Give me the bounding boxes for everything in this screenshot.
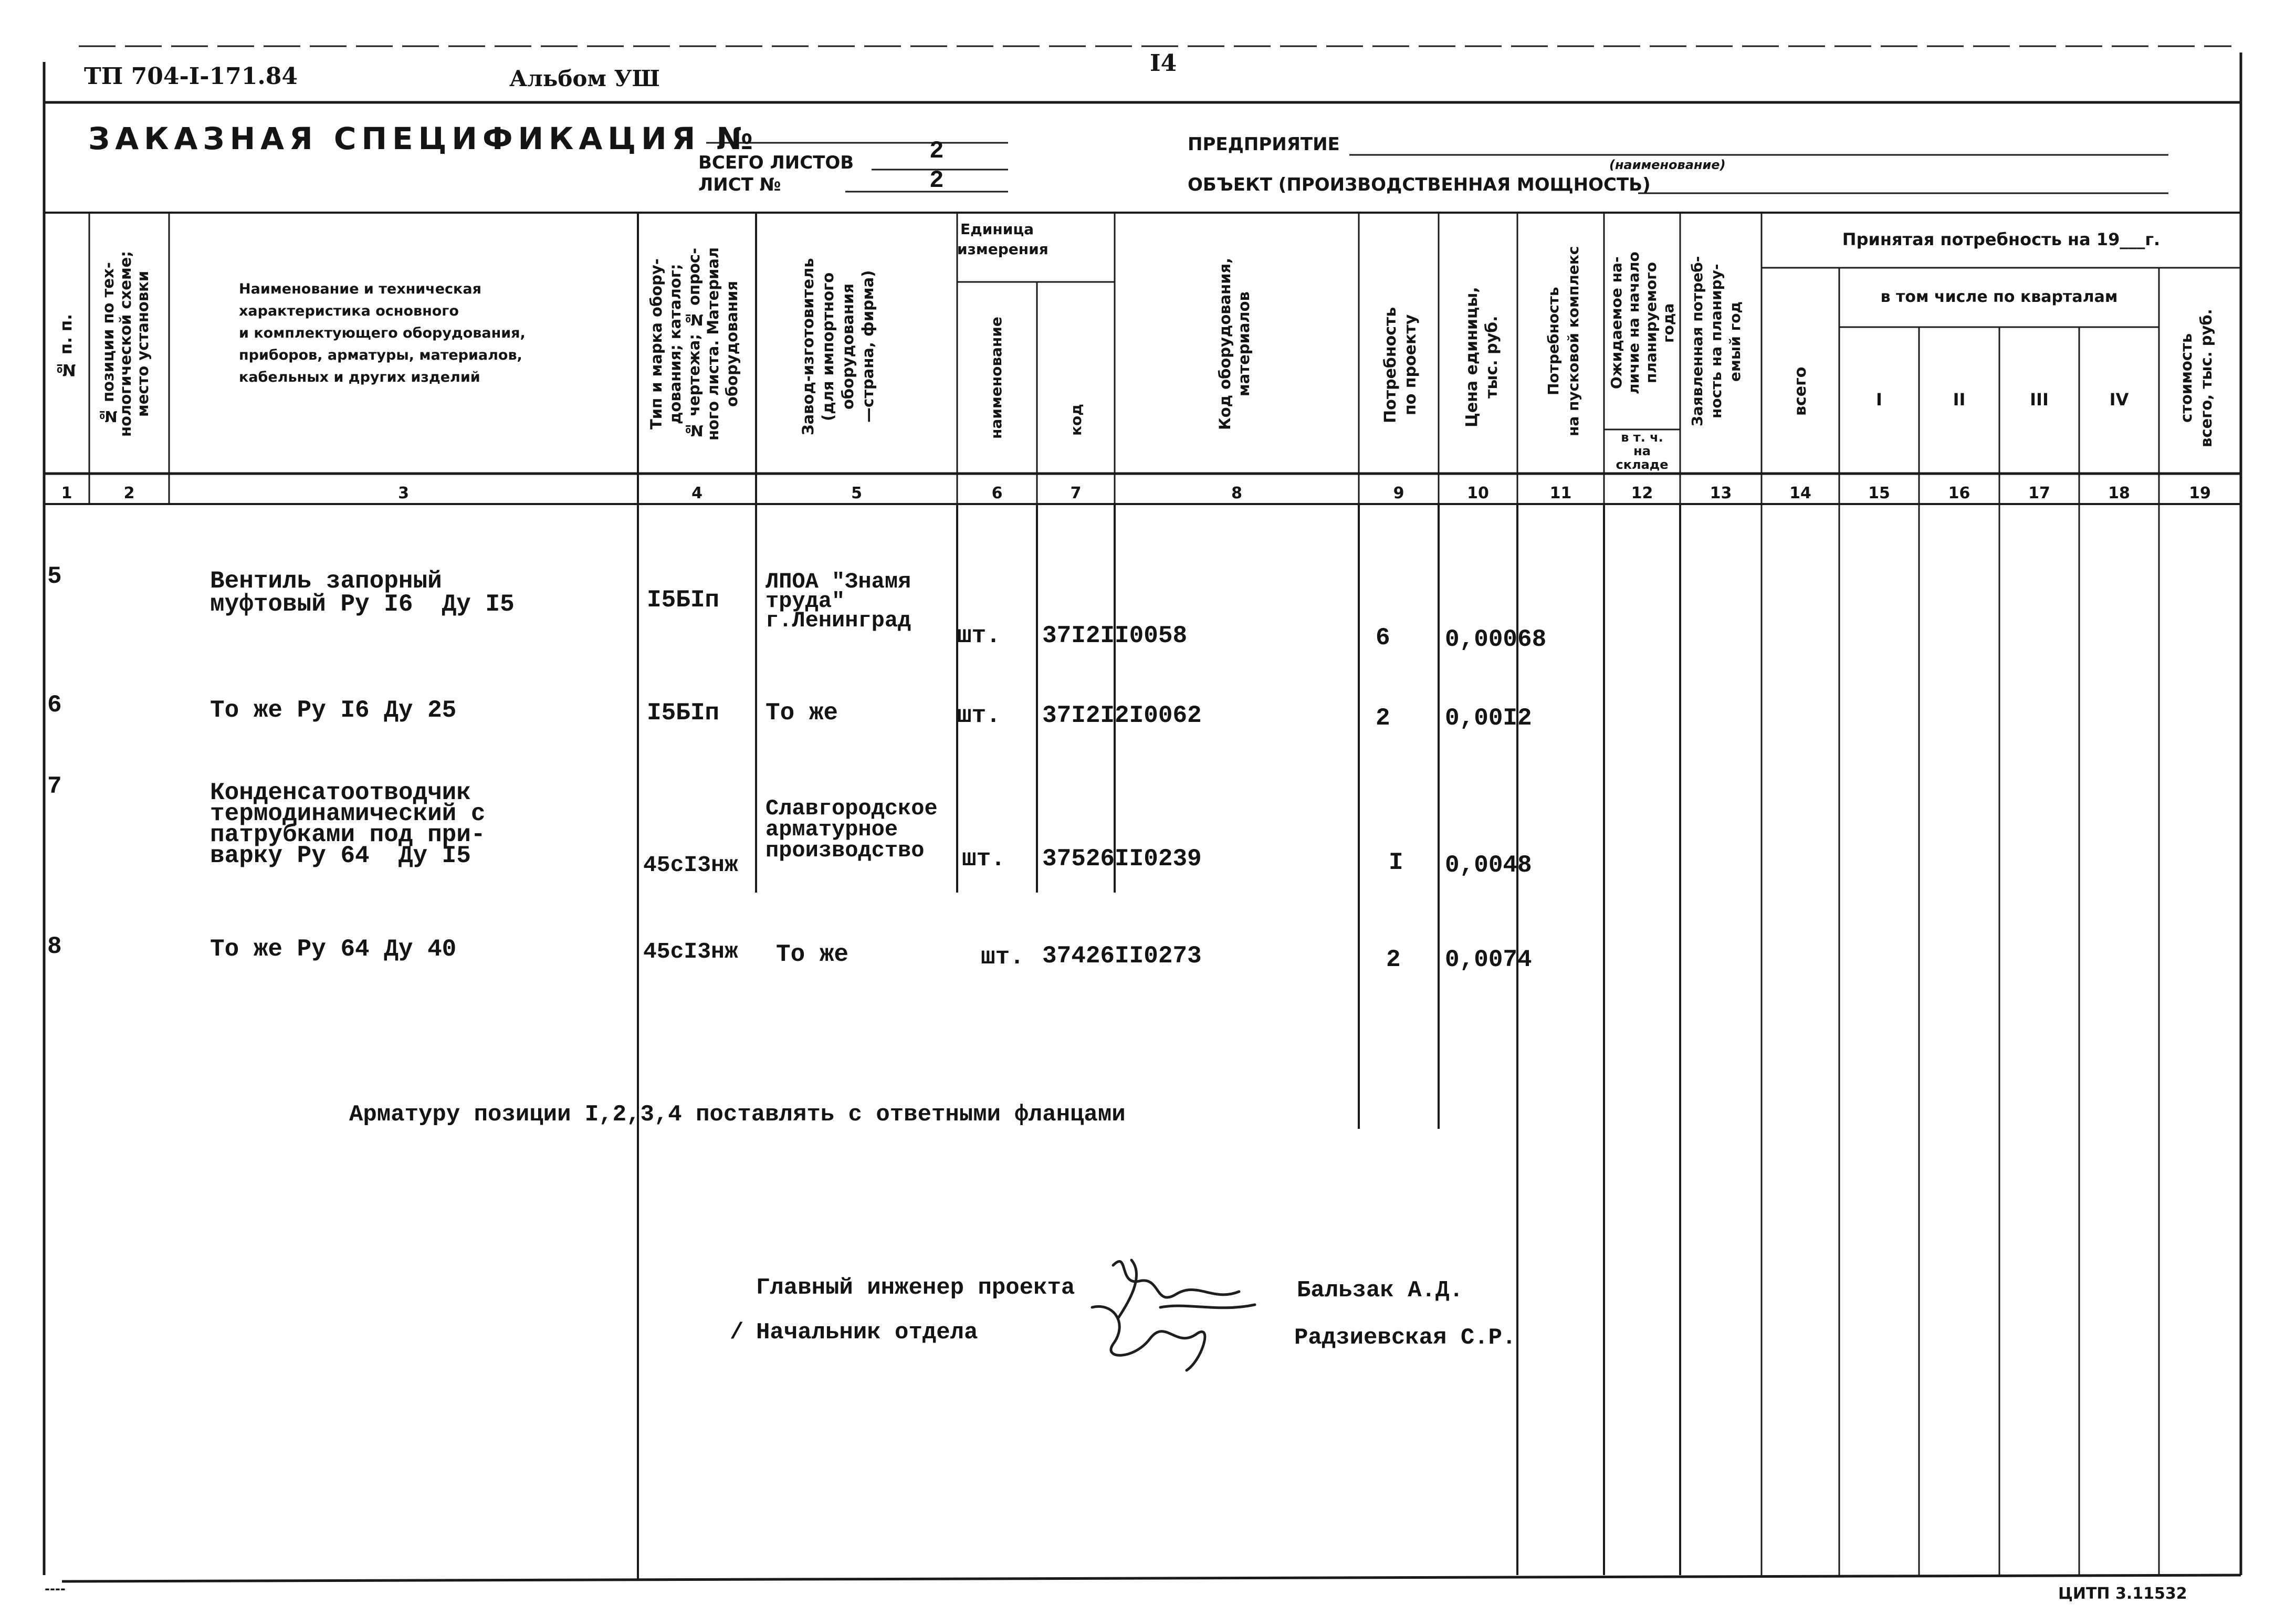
row-number: 8: [47, 933, 62, 960]
sheet-value: 2: [929, 167, 944, 194]
signature-name-chief-engineer: Бальзак А.Д.: [1297, 1277, 1463, 1304]
row-manufacturer: Славгородское арматурное производство: [766, 796, 938, 863]
signature-slash: /: [730, 1319, 744, 1346]
col-number: 7: [1070, 484, 1082, 502]
supply-note: Арматуру позиции I,2,3,4 поставлять с ответными фланцами: [349, 1102, 1126, 1128]
col-number: 5: [851, 484, 862, 502]
col-header-16: II: [1953, 390, 1966, 410]
col-header-19: стоимость всего, тыс. руб.: [2177, 309, 2215, 447]
col-number: 11: [1549, 484, 1572, 502]
row-type: I5БIп: [647, 586, 720, 614]
row-unit: шт.: [962, 845, 1005, 873]
row-code: 37526II0239: [1042, 845, 1202, 873]
row-type: 45сI3нж: [643, 939, 738, 964]
row-code: 37I2II0058: [1042, 622, 1188, 649]
row-quantity: 2: [1386, 946, 1401, 973]
row-item-name: То же Ру I6 Ду 25: [210, 697, 457, 724]
col-header-2: № позиции по тех- нологической схеме; место установки: [99, 251, 152, 437]
row-code: 37I2I2I0062: [1042, 702, 1202, 729]
col-header-15: I: [1876, 390, 1882, 410]
col-header-18: IV: [2109, 390, 2129, 410]
col-number: 1: [61, 484, 72, 502]
page-title: ЗАКАЗНАЯ СПЕЦИФИКАЦИЯ №: [88, 121, 759, 156]
row-number: 5: [47, 563, 62, 590]
accepted-demand-header: Принятая потребность на 19___г.: [1842, 229, 2161, 249]
col-number: 14: [1789, 484, 1811, 502]
col-header-12: Ожидаемое на- личие на начало планируемого года: [1608, 251, 1677, 394]
row-price: 0,00I2: [1445, 705, 1532, 732]
col-number: 17: [2028, 484, 2050, 502]
col-header-11: Потребность на пусковой комплекс: [1545, 246, 1582, 437]
col-header-5: Завод-изготовитель (для импортного оборудования —страна, фирма): [799, 258, 877, 435]
handwritten-signatures: [1082, 1244, 1281, 1381]
col-header-14: всего: [1791, 366, 1810, 416]
row-price: 0,00068: [1445, 626, 1547, 653]
row-manufacturer: То же: [766, 699, 838, 727]
row-quantity: I: [1389, 849, 1403, 876]
col-header-1: № п. п.: [57, 314, 76, 379]
col-number: 2: [123, 484, 135, 502]
signature-role-chief-engineer: Главный инженер проекта: [756, 1275, 1075, 1301]
col-number: 18: [2108, 484, 2130, 502]
total-sheets-value: 2: [929, 138, 944, 165]
row-unit: шт.: [957, 702, 1001, 729]
col-number: 13: [1710, 484, 1732, 502]
row-type: 45сI3нж: [643, 852, 738, 878]
col-number: 19: [2189, 484, 2211, 502]
col-number: 16: [1948, 484, 1970, 502]
row-unit: шт.: [957, 622, 1001, 649]
col-number: 4: [691, 484, 703, 502]
col-header-6: наименование: [988, 317, 1005, 439]
col-header-9: Потребность по проекту: [1381, 307, 1420, 423]
total-sheets-label: ВСЕГО ЛИСТОВ: [698, 152, 854, 173]
col-header-3: Наименование и техническая характеристика основного и комплектующего оборудования, приборов, арматуры, материалов, кабельных и других изделий: [239, 281, 526, 385]
row-type: I5БIп: [647, 699, 720, 727]
col-number: 8: [1231, 484, 1242, 502]
col-header-4: Тип и марка обору- дования; каталог; № чертежа; № опрос- ного листа. Материал оборудования: [647, 247, 741, 441]
row-manufacturer: То же: [776, 941, 849, 968]
album-label: Альбом УШ: [509, 66, 660, 91]
object-label: ОБЪЕКТ (ПРОИЗВОДСТВЕННАЯ МОЩНОСТЬ): [1188, 174, 1651, 195]
row-number: 6: [47, 691, 62, 719]
signature-role-department-head: Начальник отдела: [756, 1319, 978, 1346]
row-quantity: 2: [1376, 705, 1390, 732]
col-number: 6: [991, 484, 1003, 502]
row-item-name: Конденсатоотводчик термодинамический с патрубками под при- варку Ру 64 Ду I5: [210, 779, 486, 869]
footer-left-mark: ----: [45, 1581, 66, 1596]
row-item-name: То же Ру 64 Ду 40: [210, 936, 457, 963]
page-number: I4: [1150, 50, 1177, 77]
enterprise-label: ПРЕДПРИЯТИЕ: [1188, 134, 1340, 155]
row-code: 37426II0273: [1042, 942, 1202, 970]
row-item-name: Вентиль запорный муфтовый Ру I6 Ду I5: [210, 568, 515, 618]
row-price: 0,0074: [1445, 946, 1532, 973]
document-designation: ТП 704-I-171.84: [84, 63, 298, 90]
col-header-12-sub: в т. ч. на складе: [1616, 430, 1669, 472]
col-header-unit-group: Единица измерения: [957, 221, 1049, 258]
col-header-8: Код оборудования, материалов: [1216, 257, 1253, 431]
col-header-10: Цена единицы, тыс. руб.: [1463, 287, 1501, 427]
col-number: 3: [398, 484, 409, 502]
footer-stamp: ЦИТП 3.11532: [2058, 1585, 2187, 1603]
col-number: 15: [1868, 484, 1890, 502]
col-number: 12: [1631, 484, 1653, 502]
quarters-group-header: в том числе по кварталам: [1880, 288, 2118, 306]
sheet-label: ЛИСТ №: [698, 174, 781, 195]
row-unit: шт.: [981, 943, 1024, 971]
row-quantity: 6: [1376, 624, 1390, 652]
enterprise-caption: (наименование): [1609, 158, 1726, 172]
row-manufacturer: ЛПОА "Знамя труда" г.Ленинград: [766, 569, 911, 633]
row-price: 0,0048: [1445, 852, 1532, 879]
col-number: 10: [1467, 484, 1489, 502]
col-header-17: III: [2030, 390, 2049, 410]
col-header-13: Заявленная потреб- ность на планиру- емый год: [1689, 256, 1744, 427]
col-header-7: код: [1067, 404, 1085, 436]
col-number: 9: [1393, 484, 1404, 502]
signature-name-department-head: Радзиевская С.Р.: [1294, 1325, 1516, 1351]
row-number: 7: [47, 773, 62, 800]
